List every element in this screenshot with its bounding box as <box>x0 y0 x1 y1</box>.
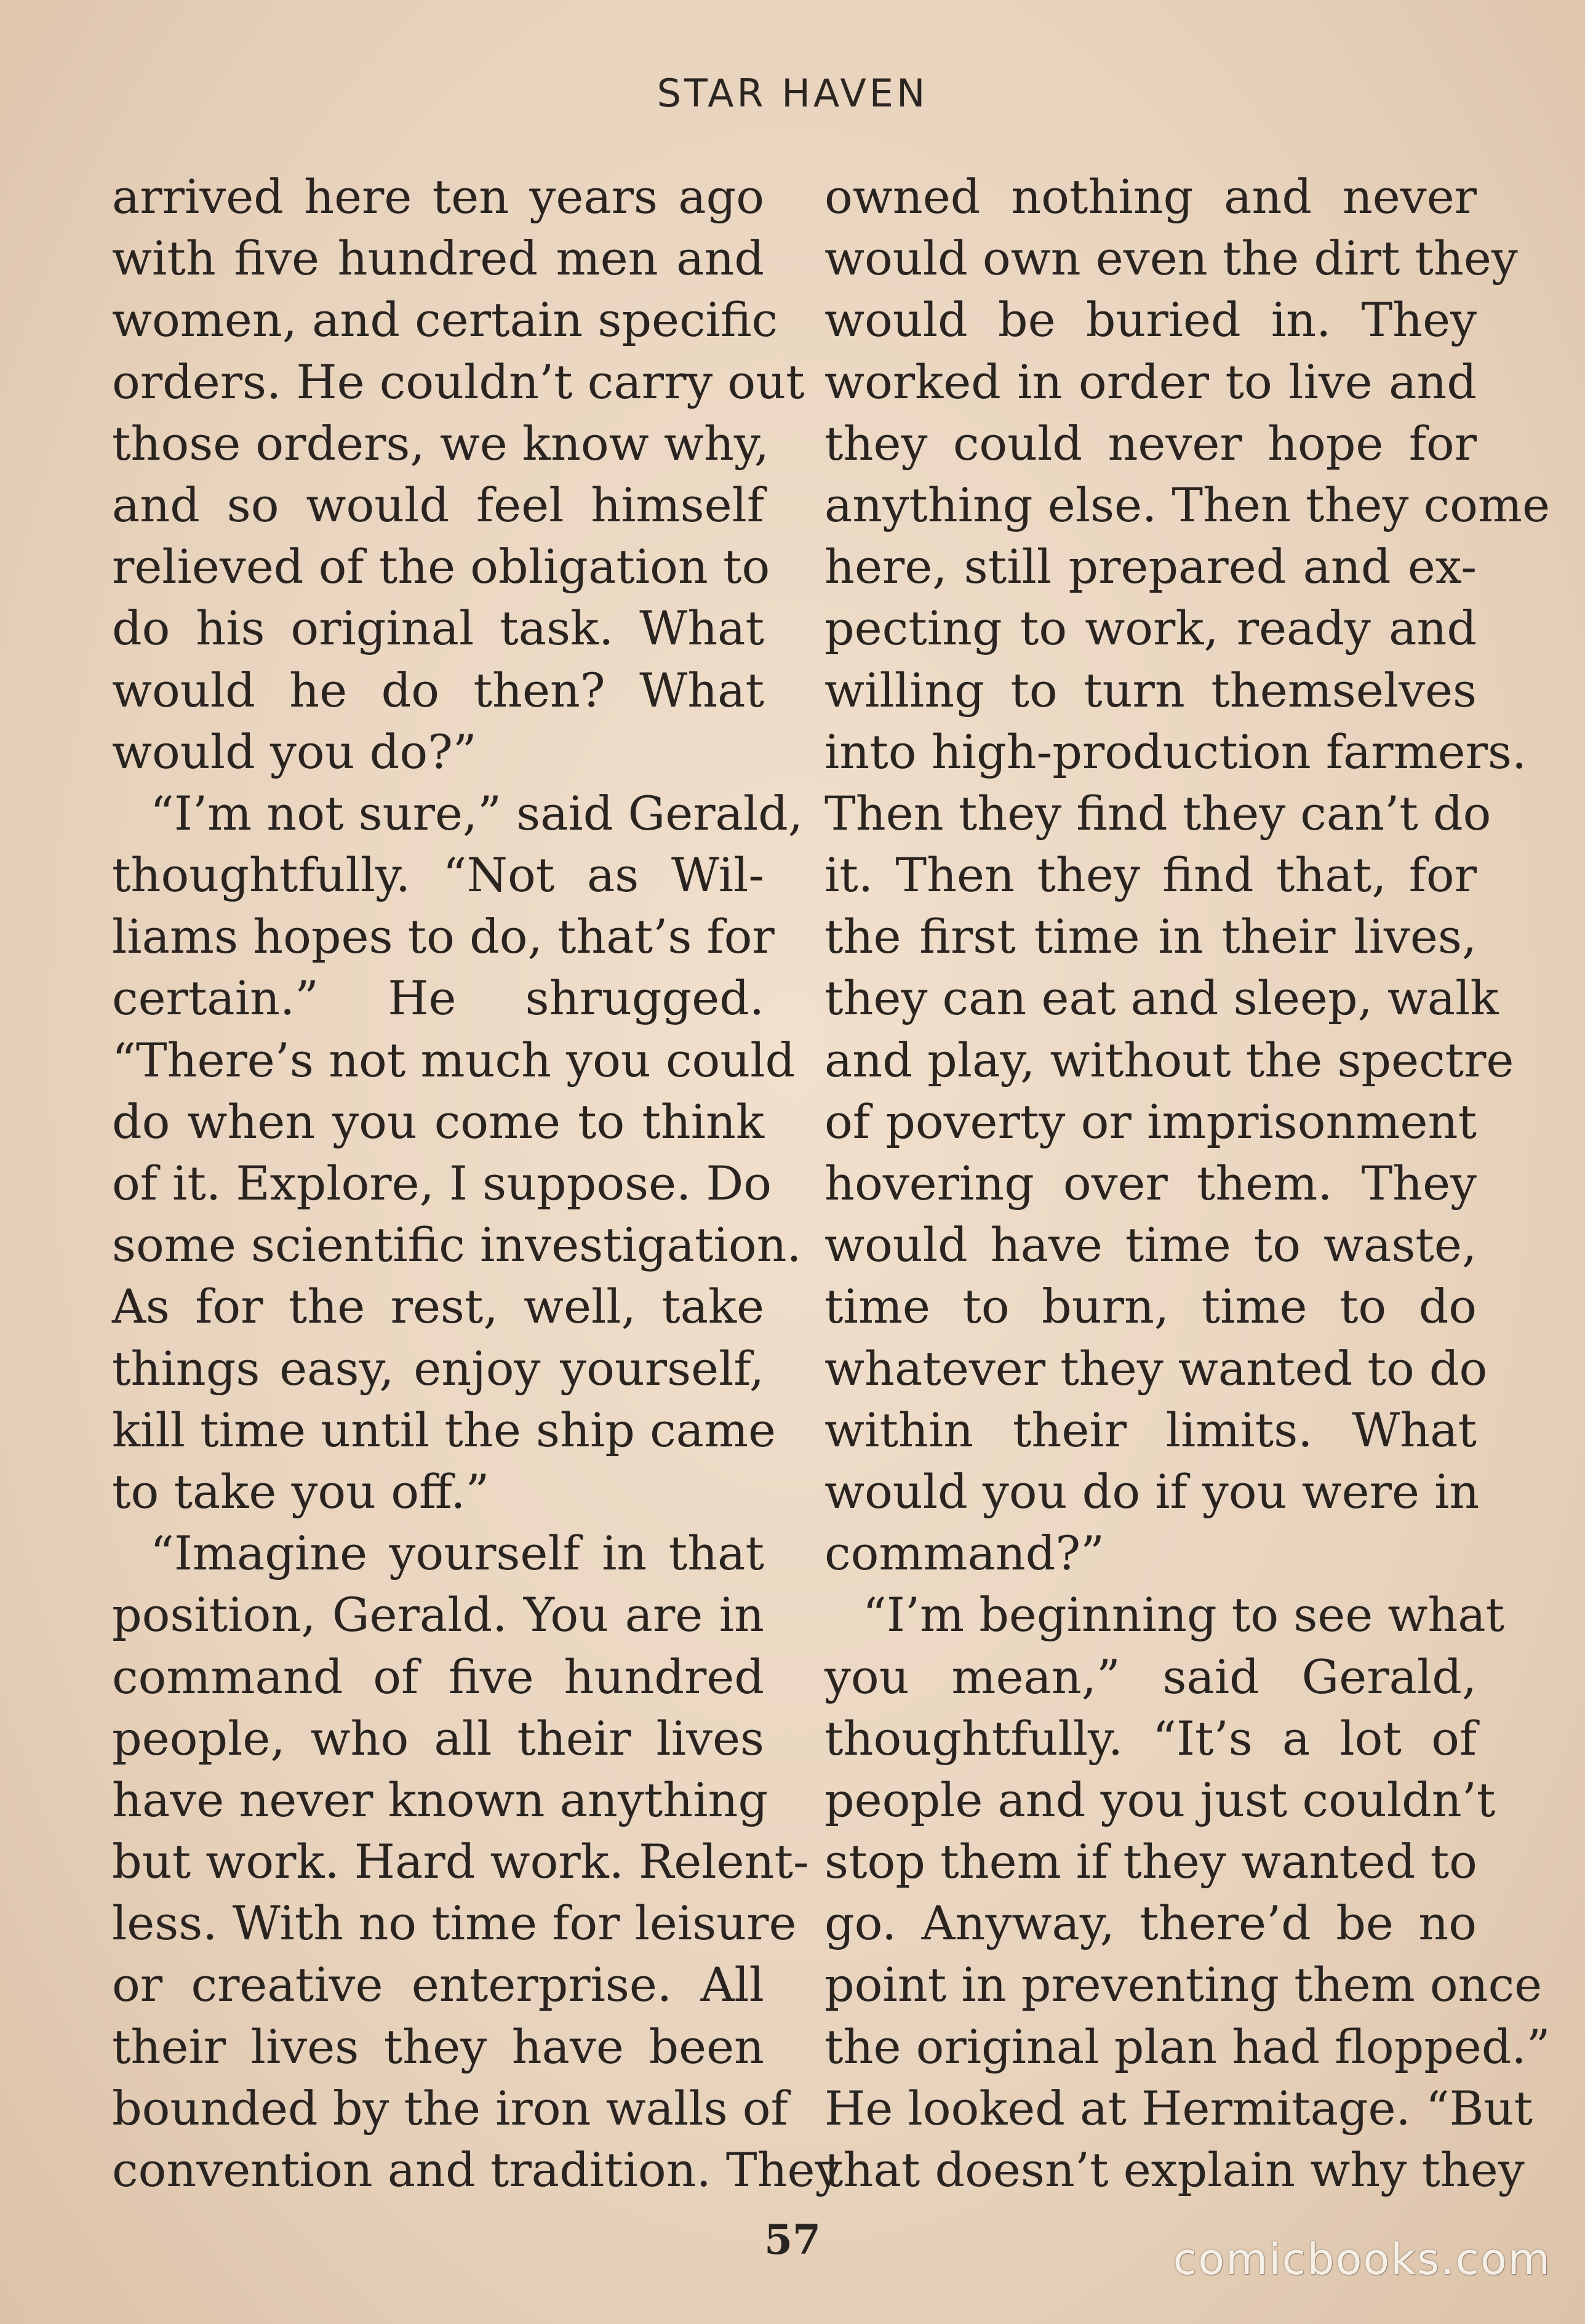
text-line: of poverty or imprisonment <box>824 1094 1477 1149</box>
text-line: “I’m beginning to see what <box>863 1587 1505 1643</box>
text-line: and play, without the spectre <box>824 1032 1514 1088</box>
text-line: their lives they have been <box>112 2019 764 2074</box>
text-line: command of five hundred <box>112 1649 764 1704</box>
text-line: hovering over them. They <box>824 1156 1477 1211</box>
text-line: have never known anything <box>112 1772 769 1827</box>
text-line: arrived here ten years ago <box>112 169 764 224</box>
text-line: here, still prepared and ex- <box>824 539 1477 595</box>
text-line: thoughtfully. “It’s a lot of <box>824 1710 1477 1766</box>
text-line: certain.” He shrugged. <box>112 971 764 1026</box>
text-line: would be buried in. They <box>824 292 1477 348</box>
text-line: would he do then? What <box>112 662 764 718</box>
text-line: willing to turn themselves <box>824 662 1477 718</box>
text-line: thoughtfully. “Not as Wil- <box>112 847 764 903</box>
text-line: command?” <box>824 1526 1104 1581</box>
text-line: do his original task. What <box>112 601 764 656</box>
text-line: bounded by the iron walls of <box>112 2080 788 2136</box>
right-column <box>824 166 1551 2201</box>
text-line: would have time to waste, <box>824 1217 1477 1273</box>
text-line: Then they find they can’t do <box>824 785 1491 841</box>
text-line: time to burn, time to do <box>824 1279 1477 1334</box>
text-line: “There’s not much you could <box>112 1032 796 1088</box>
text-line: worked in order to live and <box>824 354 1477 409</box>
text-line: would you do if you were in <box>824 1464 1480 1519</box>
running-head: STAR HAVEN <box>657 71 928 116</box>
watermark: comicbooks.com <box>1173 2234 1551 2285</box>
text-line: stop them if they wanted to <box>824 1834 1477 1889</box>
text-line: the first time in their lives, <box>824 909 1477 964</box>
text-line: He looked at Hermitage. “But <box>824 2080 1533 2136</box>
text-line: point in preventing them once <box>824 1957 1543 2013</box>
text-line: kill time until the ship came <box>112 1402 776 1457</box>
text-line: of it. Explore, I suppose. Do <box>112 1156 772 1211</box>
text-line: less. With no time for leisure <box>112 1896 797 1951</box>
text-line: “Imagine yourself in that <box>150 1526 764 1581</box>
text-line: owned nothing and never <box>824 169 1477 224</box>
text-line: to take you off.” <box>112 1464 490 1519</box>
text-line: within their limits. What <box>824 1402 1477 1457</box>
left-column <box>112 166 842 2201</box>
text-line: or creative enterprise. All <box>112 1957 764 2013</box>
text-line: liams hopes to do, that’s for <box>112 909 775 964</box>
text-line: the original plan had flopped.” <box>824 2019 1551 2074</box>
text-line: some scientific investigation. <box>112 1217 802 1273</box>
text-line: women, and certain specific <box>112 292 778 348</box>
text-line: into high-production farmers. <box>824 724 1527 779</box>
text-line: do when you come to think <box>112 1094 764 1149</box>
text-line: whatever they wanted to do <box>824 1340 1488 1396</box>
text-line: but work. Hard work. Relent- <box>112 1834 809 1889</box>
text-line: those orders, we know why, <box>112 415 769 471</box>
text-line: “I’m not sure,” said Gerald, <box>150 785 803 841</box>
text-line: would you do?” <box>112 724 477 779</box>
text-line: people and you just couldn’t <box>824 1772 1496 1827</box>
text-line: convention and tradition. They <box>112 2142 842 2197</box>
text-line: position, Gerald. You are in <box>112 1587 764 1643</box>
text-line: would own even the dirt they <box>824 231 1518 286</box>
text-line: you mean,” said Gerald, <box>824 1649 1477 1704</box>
text-line: things easy, enjoy yourself, <box>112 1340 764 1396</box>
text-line: people, who all their lives <box>112 1710 764 1766</box>
page-number: 57 <box>764 2216 821 2264</box>
text-line: with five hundred men and <box>112 231 764 286</box>
text-line: pecting to work, ready and <box>824 601 1477 656</box>
text-line: As for the rest, well, take <box>112 1279 764 1334</box>
text-line: it. Then they find that, for <box>824 847 1477 903</box>
text-line: they could never hope for <box>824 415 1477 471</box>
text-line: that doesn’t explain why they <box>824 2142 1525 2197</box>
text-line: they can eat and sleep, walk <box>824 971 1499 1026</box>
text-line: orders. He couldn’t carry out <box>112 354 805 409</box>
text-line: and so would feel himself <box>112 477 764 532</box>
text-line: relieved of the obligation to <box>112 539 770 595</box>
text-line: anything else. Then they come <box>824 477 1550 532</box>
text-line: go. Anyway, there’d be no <box>824 1896 1477 1951</box>
